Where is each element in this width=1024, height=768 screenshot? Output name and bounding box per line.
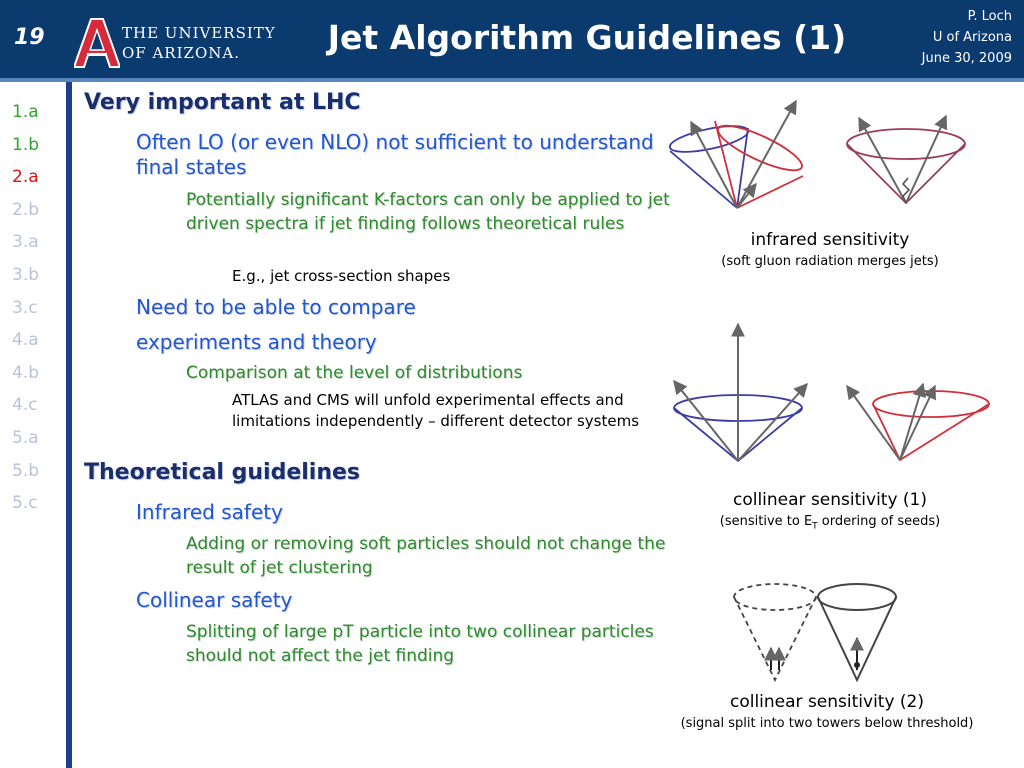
merged-cones-drawing [668, 101, 807, 208]
bullet-ir-detail: Adding or removing soft particles should not change the result of jet clustering [186, 534, 666, 578]
bullet-ir-safety: Infrared safety [136, 500, 283, 524]
infrared-sensitivity-figure [660, 96, 1000, 226]
dashed-cone-drawing [734, 584, 816, 680]
section-nav [12, 96, 39, 520]
bullet-exp-theory: experiments and theory [136, 330, 377, 354]
nav-item-2a[interactable]: 2.a [12, 167, 39, 188]
collinear-1-title: collinear sensitivity (1) [732, 490, 927, 510]
nav-item-5b[interactable]: 5.b [12, 460, 40, 481]
presentation-date: June 30, 2009 [921, 51, 1012, 66]
nav-item-4b[interactable]: 4.b [12, 362, 40, 383]
nav-item-2b[interactable]: 2.b [12, 199, 40, 220]
nav-item-1a[interactable]: 1.a [12, 102, 39, 122]
slide-title: Jet Algorithm Guidelines (1) [327, 18, 847, 57]
collinear-2-title: collinear sensitivity (2) [729, 692, 924, 712]
red-cone-drawing [847, 384, 989, 460]
bullet-distributions: Comparison at the level of distributions [186, 363, 523, 383]
collinear-1-subtitle [640, 512, 1020, 537]
nav-item-5a[interactable]: 5.a [12, 427, 39, 448]
collinear-1-subtitle-index: T [812, 521, 818, 532]
collinear-1-caption [640, 488, 1020, 537]
logo-line-2: OF ARIZONA. [122, 44, 240, 62]
university-logo [74, 17, 276, 69]
bullet-k-factors: Potentially significant K-factors can only be applied to jet driven spectra if jet finding follows theoretical rules [186, 190, 670, 234]
nav-item-3b[interactable]: 3.b [12, 264, 40, 285]
collinear-sensitivity-2-figure [730, 570, 900, 682]
logo-line-1: THE UNIVERSITY [122, 24, 276, 42]
author-name: P. Loch [967, 9, 1012, 24]
nav-item-5c[interactable]: 5.c [12, 493, 38, 514]
logo-wordmark [122, 23, 276, 63]
collinear-2-caption [630, 690, 1024, 734]
bullet-lo-nlo: Often LO (or even NLO) not sufficient to understand final states [136, 130, 654, 179]
infrared-title: infrared sensitivity [750, 230, 910, 250]
nav-item-3a[interactable]: 3.a [12, 232, 39, 253]
sidebar-divider [66, 82, 72, 768]
collinear-1-subtitle-post: ordering of seeds) [817, 514, 941, 529]
blue-cone-drawing [674, 324, 807, 461]
arizona-a-logo-icon [74, 17, 120, 69]
bullet-collinear-safety: Collinear safety [136, 588, 293, 612]
solid-cone-drawing [818, 584, 896, 680]
bullet-compare: Need to be able to compare [136, 295, 416, 319]
nav-item-1b[interactable]: 1.b [12, 134, 40, 155]
collinear-2-subtitle: (signal split into two towers below threshold) [680, 716, 974, 731]
bullet-atlas-cms: ATLAS and CMS will unfold experimental effects and limitations independently – different detector systems [232, 391, 640, 430]
nav-item-4a[interactable]: 4.a [12, 330, 39, 351]
collinear-sensitivity-1-figure [660, 316, 1000, 466]
bullet-xsec-shapes: E.g., jet cross-section shapes [232, 267, 451, 285]
bullet-collinear-detail: Splitting of large pT particle into two collinear particles should not affect the jet finding [186, 622, 654, 666]
heading-lhc: Very important at LHC [84, 90, 361, 115]
infrared-caption [640, 228, 1020, 272]
header-divider [0, 78, 1024, 82]
separate-cones-drawing [847, 116, 965, 203]
slide-header [0, 0, 1024, 78]
slide-number: 19 [14, 25, 45, 50]
heading-theory: Theoretical guidelines [84, 460, 360, 485]
author-affiliation: U of Arizona [932, 30, 1012, 45]
nav-item-3c[interactable]: 3.c [12, 297, 38, 318]
nav-item-4c[interactable]: 4.c [12, 395, 38, 416]
author-block [922, 6, 1012, 69]
infrared-subtitle: (soft gluon radiation merges jets) [721, 254, 939, 269]
collinear-1-subtitle-pre: (sensitive to E [719, 514, 813, 529]
